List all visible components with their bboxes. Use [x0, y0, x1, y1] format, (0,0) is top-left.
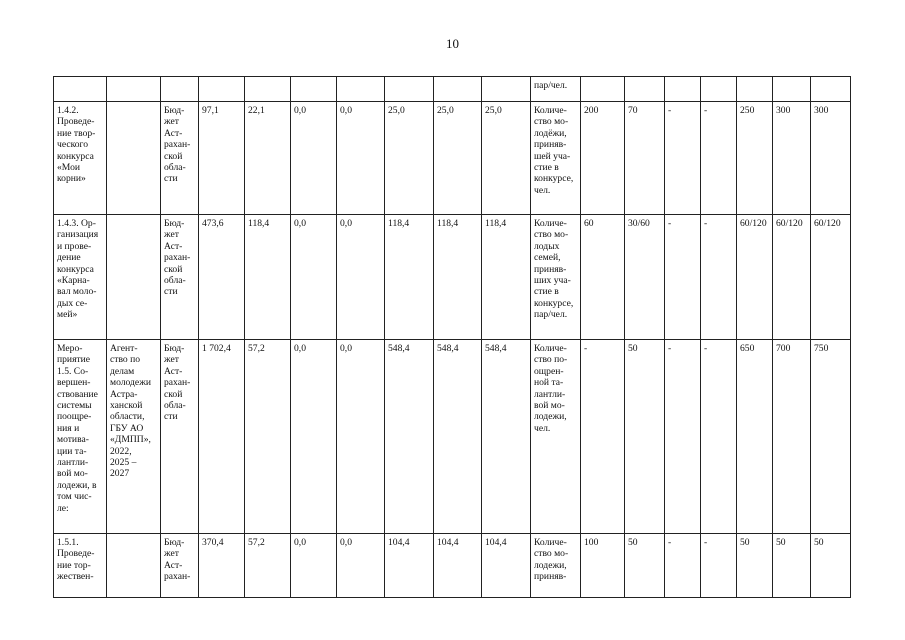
indicator-value-cell: - — [665, 534, 701, 598]
indicator-value-cell: - — [701, 102, 737, 215]
year-value-cell: 0,0 — [291, 534, 337, 598]
year-value-cell: 104,4 — [434, 534, 482, 598]
indicator-value-cell: - — [581, 340, 625, 534]
total-cell: 97,1 — [199, 102, 245, 215]
year-value-cell: 118,4 — [245, 215, 291, 340]
indicator-value-cell: 50 — [737, 534, 773, 598]
year-value-cell: 0,0 — [291, 340, 337, 534]
indicator-value-cell: 50 — [773, 534, 811, 598]
executor-cell — [107, 534, 161, 598]
year-value-cell: 25,0 — [434, 102, 482, 215]
indicator-cell: Количе- ство по- ощрен- ной та- лантли- вой мо- лодежи, чел. — [531, 340, 581, 534]
total-cell: 370,4 — [199, 534, 245, 598]
year-value-cell: 0,0 — [337, 534, 385, 598]
year-value-cell: 548,4 — [434, 340, 482, 534]
indicator-value-cell: 70 — [625, 102, 665, 215]
measure-name-cell: 1.4.3. Ор- ганизация и прове- дение конкурса «Карна- вал моло- дых се- мей» — [54, 215, 107, 340]
year-value-cell: 548,4 — [482, 340, 531, 534]
year-value-cell: 0,0 — [337, 215, 385, 340]
year-value-cell: 25,0 — [385, 102, 434, 215]
funding-source-cell: Бюд- жет Аст- рахан- ской обла- сти — [161, 215, 199, 340]
year-value-cell: 57,2 — [245, 340, 291, 534]
executor-cell: Агент- ство по делам молодежи Астра- ханской области, ГБУ АО «ДМПП», 2022, 2025 – 2027 — [107, 340, 161, 534]
indicator-value-cell: 300 — [811, 102, 851, 215]
indicator-value-cell: - — [665, 215, 701, 340]
year-value-cell: 548,4 — [385, 340, 434, 534]
indicator-value-cell: 700 — [773, 340, 811, 534]
indicator-value-cell: 300 — [773, 102, 811, 215]
year-value-cell: 118,4 — [434, 215, 482, 340]
year-value-cell: 57,2 — [245, 534, 291, 598]
budget-table — [53, 76, 851, 598]
table-row-continuation — [54, 77, 851, 102]
year-value-cell: 0,0 — [291, 102, 337, 215]
total-cell: 1 702,4 — [199, 340, 245, 534]
funding-source-cell: Бюд- жет Аст- рахан- — [161, 534, 199, 598]
year-value-cell: 118,4 — [482, 215, 531, 340]
indicator-value-cell: 50 — [625, 340, 665, 534]
indicator-unit-cell: пар/чел. — [531, 77, 581, 102]
table-row — [54, 534, 851, 598]
indicator-value-cell: 750 — [811, 340, 851, 534]
table-row — [54, 102, 851, 215]
indicator-value-cell: 60/120 — [737, 215, 773, 340]
indicator-value-cell: - — [701, 215, 737, 340]
indicator-value-cell: 200 — [581, 102, 625, 215]
executor-cell — [107, 102, 161, 215]
page-number: 10 — [446, 36, 459, 51]
year-value-cell: 118,4 — [385, 215, 434, 340]
indicator-value-cell: 250 — [737, 102, 773, 215]
indicator-value-cell: 100 — [581, 534, 625, 598]
funding-source-cell: Бюд- жет Аст- рахан- ской обла- сти — [161, 340, 199, 534]
indicator-value-cell: 60 — [581, 215, 625, 340]
table-row — [54, 215, 851, 340]
table-row — [54, 340, 851, 534]
year-value-cell: 104,4 — [385, 534, 434, 598]
indicator-cell: Количе- ство мо- лодёжи, приняв- шей уча- стие в конкурсе, чел. — [531, 102, 581, 215]
year-value-cell: 0,0 — [291, 215, 337, 340]
measure-name-cell: 1.5.1. Проведе- ние тор- жествен- — [54, 534, 107, 598]
executor-cell — [107, 215, 161, 340]
measure-name-cell: Меро- приятие 1.5. Со- вершен- ствование системы поощре- ния и мотива- ции та- лантли- вой мо- лодежи, в том чис- ле: — [54, 340, 107, 534]
indicator-value-cell: 60/120 — [811, 215, 851, 340]
indicator-value-cell: 50 — [811, 534, 851, 598]
total-cell: 473,6 — [199, 215, 245, 340]
year-value-cell: 22,1 — [245, 102, 291, 215]
year-value-cell: 0,0 — [337, 340, 385, 534]
year-value-cell: 25,0 — [482, 102, 531, 215]
indicator-value-cell: - — [701, 534, 737, 598]
indicator-value-cell: - — [665, 340, 701, 534]
funding-source-cell: Бюд- жет Аст- рахан- ской обла- сти — [161, 102, 199, 215]
indicator-cell: Количе- ство мо- лодежи, приняв- — [531, 534, 581, 598]
indicator-value-cell: 650 — [737, 340, 773, 534]
indicator-cell: Количе- ство мо- лодых семей, приняв- ших уча- стие в конкурсе, пар/чел. — [531, 215, 581, 340]
indicator-value-cell: 30/60 — [625, 215, 665, 340]
indicator-value-cell: 50 — [625, 534, 665, 598]
year-value-cell: 0,0 — [337, 102, 385, 215]
year-value-cell: 104,4 — [482, 534, 531, 598]
measure-name-cell: 1.4.2. Проведе- ние твор- ческого конкурса «Мои корни» — [54, 102, 107, 215]
indicator-value-cell: 60/120 — [773, 215, 811, 340]
indicator-value-cell: - — [701, 340, 737, 534]
indicator-value-cell: - — [665, 102, 701, 215]
